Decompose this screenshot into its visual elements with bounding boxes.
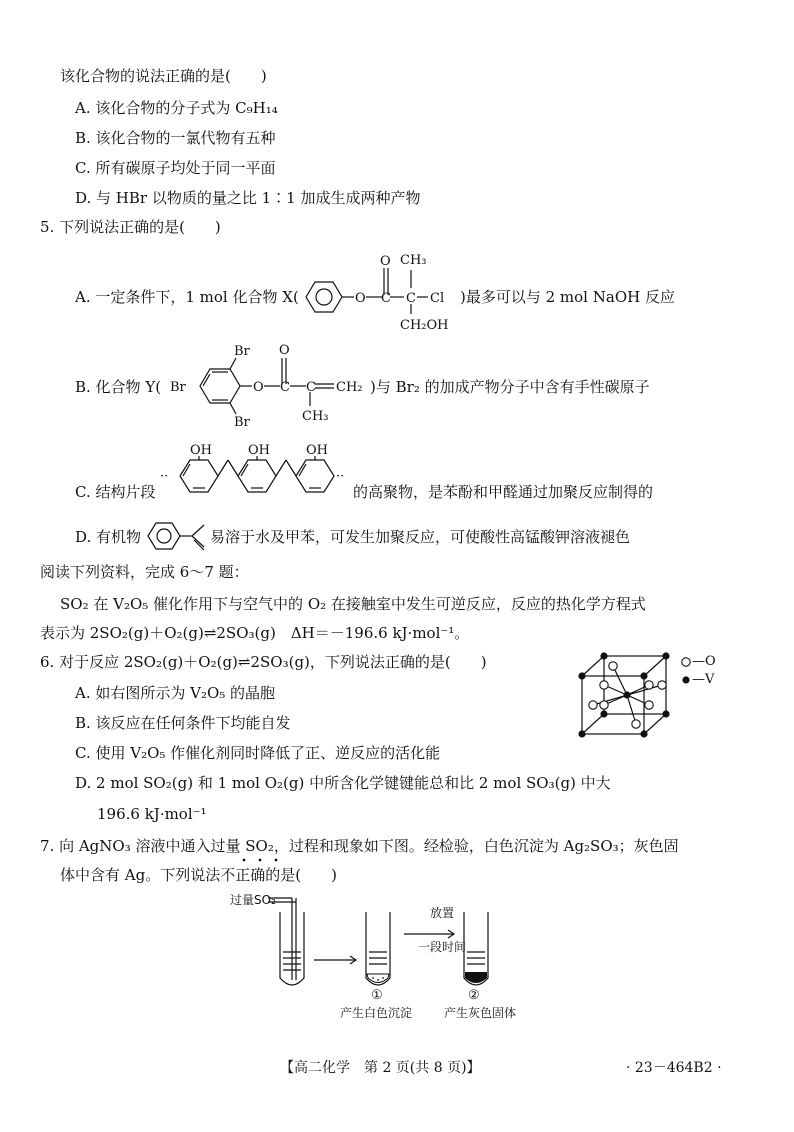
phenol-formaldehyde-fragment bbox=[160, 440, 352, 510]
footer-exam-code: · 23－464B2 · bbox=[626, 1060, 722, 1076]
q5-option-a-pre: A. 一定条件下，1 mol 化合物 X( bbox=[75, 288, 299, 306]
v2o5-unit-cell-figure bbox=[574, 648, 684, 738]
svg-text:C: C bbox=[406, 291, 416, 306]
caption-gray-solid: 产生灰色固体 bbox=[444, 1006, 517, 1020]
oh-2: OH bbox=[248, 443, 270, 458]
q5-option-a-post: )最多可以与 2 mol NaOH 反应 bbox=[460, 288, 675, 306]
q5-option-c-pre: C. 结构片段 bbox=[75, 483, 156, 501]
q4-option-c: C. 所有碳原子均处于同一平面 bbox=[75, 159, 276, 177]
q7-stem-line1: 7. 向 AgNO₃ 溶液中通入过量 SO₂，过程和现象如下图。经检验，白色沉淀为 Ag₂SO₃；灰色固 bbox=[40, 837, 679, 855]
wait-label-1: 放置 bbox=[430, 906, 455, 920]
y-ch3: CH₃ bbox=[302, 409, 329, 424]
y-ch2: CH₂ bbox=[336, 380, 363, 395]
q6-option-d-line2: 196.6 kJ·mol⁻¹ bbox=[97, 805, 207, 823]
q4-stem-tail: 该化合物的说法正确的是( ) bbox=[60, 67, 267, 85]
y-ester-o: O bbox=[253, 380, 264, 395]
oh-3: OH bbox=[306, 443, 328, 458]
excess-so2-label: 过量SO₂ bbox=[230, 893, 276, 907]
svg-text:C: C bbox=[306, 380, 316, 395]
legend-vanadium: —V bbox=[692, 672, 715, 687]
q7-emphasis: 不正确 bbox=[220, 866, 266, 884]
x-cl: Cl bbox=[430, 291, 445, 306]
q7-stem-line2: 体中含有 Ag。下列说法不正确的是( ) bbox=[60, 866, 337, 884]
x-ch3: CH₃ bbox=[400, 253, 427, 268]
svg-text:C: C bbox=[381, 291, 391, 306]
x-ester-o: O bbox=[355, 291, 366, 306]
y-br-left: Br bbox=[170, 380, 186, 395]
y-br-top: Br bbox=[234, 344, 250, 359]
q4-option-d: D. 与 HBr 以物质的量之比 1∶1 加成生成两种产物 bbox=[75, 189, 421, 207]
q5-stem: 5. 下列说法正确的是( ) bbox=[40, 218, 221, 236]
q4-option-b: B. 该化合物的一氯代物有五种 bbox=[75, 129, 276, 147]
q5-option-b-post: )与 Br₂ 的加成产物分子中含有手性碳原子 bbox=[370, 378, 650, 396]
x-ch2oh: CH₂OH bbox=[400, 318, 449, 333]
q6-option-b: B. 该反应在任何条件下均能自发 bbox=[75, 714, 291, 732]
q5-option-b-pre: B. 化合物 Y( bbox=[75, 378, 162, 396]
svg-text:··: ·· bbox=[160, 469, 169, 484]
wait-label-2: 一段时间 bbox=[418, 940, 467, 954]
reading-intro: 阅读下列资料，完成 6～7 题： bbox=[40, 563, 249, 581]
q5-option-d-pre: D. 有机物 bbox=[75, 528, 142, 546]
svg-text:··: ·· bbox=[336, 469, 345, 484]
footer-page-info: 【高二化学 第 2 页(共 8 页)】 bbox=[280, 1060, 481, 1076]
caption-white-precipitate: 产生白色沉淀 bbox=[340, 1006, 413, 1020]
alpha-methylstyrene-structure bbox=[146, 515, 210, 555]
compound-y-structure bbox=[168, 340, 378, 432]
reading-p2: 表示为 2SO₂(g)＋O₂(g)⇌2SO₃(g) ΔH＝－196.6 kJ·mol⁻¹。 bbox=[40, 624, 470, 642]
emphasis-dots bbox=[237, 856, 287, 864]
svg-text:C: C bbox=[280, 380, 290, 395]
tube-mark-2: ② bbox=[468, 988, 480, 1003]
y-br-bottom: Br bbox=[234, 415, 250, 430]
x-carbonyl-o: O bbox=[380, 254, 391, 269]
q5-option-c-post: 的高聚物，是苯酚和甲醛通过加聚反应制得的 bbox=[353, 483, 654, 501]
oh-1: OH bbox=[190, 443, 212, 458]
y-carbonyl-o: O bbox=[279, 343, 290, 358]
tube-mark-1: ① bbox=[371, 988, 383, 1003]
q4-option-a: A. 该化合物的分子式为 C₉H₁₄ bbox=[75, 99, 278, 117]
legend-oxygen: —O bbox=[692, 654, 716, 669]
reading-p1: SO₂ 在 V₂O₅ 催化作用下与空气中的 O₂ 在接触室中发生可逆反应，反应的热化学方程式 bbox=[60, 595, 646, 613]
q6-stem: 6. 对于反应 2SO₂(g)＋O₂(g)⇌2SO₃(g)，下列说法正确的是( ) bbox=[40, 653, 487, 671]
q6-option-c: C. 使用 V₂O₅ 作催化剂同时降低了正、逆反应的活化能 bbox=[75, 744, 441, 762]
compound-x-structure bbox=[296, 246, 480, 338]
q5-option-d-post: 易溶于水及甲苯，可发生加聚反应，可使酸性高锰酸钾溶液褪色 bbox=[210, 528, 631, 546]
q6-option-d-line1: D. 2 mol SO₂(g) 和 1 mol O₂(g) 中所含化学键键能总和比 2 mol SO₃(g) 中大 bbox=[75, 774, 611, 792]
q6-option-a: A. 如右图所示为 V₂O₅ 的晶胞 bbox=[75, 684, 276, 702]
